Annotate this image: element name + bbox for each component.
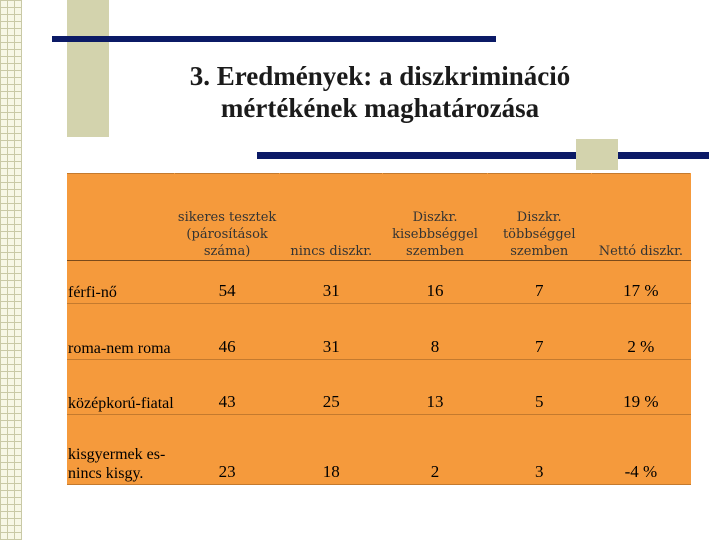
header-cell-against-majority: Diszkr. többséggel szemben bbox=[487, 174, 591, 261]
decorative-block-bottom bbox=[576, 139, 618, 170]
slide-title-line-2: mértékének maghatározása bbox=[220, 93, 540, 123]
cell-no-discrimination: 18 bbox=[280, 415, 383, 485]
table-row bbox=[68, 360, 691, 415]
cell-no-discrimination: 31 bbox=[280, 261, 383, 304]
cell-net-discrimination: 19 % bbox=[591, 360, 690, 415]
cell-against-minority: 16 bbox=[383, 261, 487, 304]
title-bottom-rule bbox=[257, 152, 709, 159]
header-cell-against-minority: Diszkr. kisebbséggel szemben bbox=[383, 174, 487, 261]
row-label: roma-nem roma bbox=[68, 304, 175, 360]
title-top-rule bbox=[52, 36, 496, 42]
cell-against-minority: 2 bbox=[383, 415, 487, 485]
cell-tests: 54 bbox=[174, 261, 279, 304]
slide-title bbox=[120, 60, 640, 124]
slide-title-line-1: 3. Eredmények: a diszkrimináció bbox=[189, 61, 571, 91]
header-cell-empty bbox=[68, 174, 175, 261]
cell-against-minority: 13 bbox=[383, 360, 487, 415]
cell-against-majority: 7 bbox=[487, 261, 591, 304]
decorative-block-top bbox=[67, 0, 109, 137]
results-table bbox=[67, 173, 691, 485]
cell-no-discrimination: 31 bbox=[280, 304, 383, 360]
cell-net-discrimination: -4 % bbox=[591, 415, 690, 485]
table-header-row bbox=[68, 174, 691, 261]
cell-tests: 23 bbox=[174, 415, 279, 485]
cell-tests: 43 bbox=[174, 360, 279, 415]
cell-no-discrimination: 25 bbox=[280, 360, 383, 415]
table-row bbox=[68, 415, 691, 485]
cell-against-majority: 3 bbox=[487, 415, 591, 485]
table-row bbox=[68, 261, 691, 304]
header-cell-no-discrimination: nincs diszkr. bbox=[280, 174, 383, 261]
header-cell-net-discrimination: Nettó diszkr. bbox=[591, 174, 690, 261]
side-pattern-strip bbox=[0, 0, 22, 540]
cell-net-discrimination: 2 % bbox=[591, 304, 690, 360]
row-label: kisgyermek es- nincs kisgy. bbox=[68, 415, 175, 485]
cell-against-minority: 8 bbox=[383, 304, 487, 360]
cell-tests: 46 bbox=[174, 304, 279, 360]
row-label: középkorú-fiatal bbox=[68, 360, 175, 415]
row-label: férfi-nő bbox=[68, 261, 175, 304]
table-row bbox=[68, 304, 691, 360]
header-cell-tests: sikeres tesztek (párosítások száma) bbox=[174, 174, 279, 261]
cell-against-majority: 5 bbox=[487, 360, 591, 415]
cell-net-discrimination: 17 % bbox=[591, 261, 690, 304]
cell-against-majority: 7 bbox=[487, 304, 591, 360]
